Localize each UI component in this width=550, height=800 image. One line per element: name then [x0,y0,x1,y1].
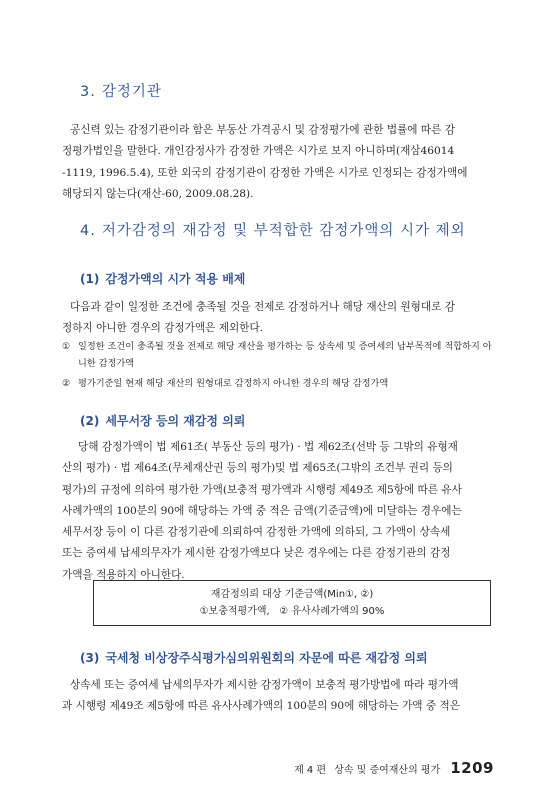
subsection-3-heading [80,649,428,666]
paragraph-line: 상속세 또는 증여세 납세의무자가 제시한 감정가액이 보충적 평가방법에 따라 평가액 [70,679,459,691]
paragraph-line: 평가)의 규정에 의하여 평가한 가액(보충적 평가액과 시행령 제49조 제5항에 따른 유사 [62,483,462,496]
list-item-marker: ① [62,341,71,352]
subsection-2-heading [80,412,245,429]
paragraph-line: 세무서장 등이 이 다른 감정기관에 의뢰하여 감정한 가액에 의하되, 그 가액이 상속세 [62,526,451,539]
criteria-line-2: ①보충적평가액, ② 유사사례가액의 90% [199,606,385,617]
list-item [62,339,492,372]
subsection-1-heading [80,270,245,287]
footer-part: 제 4 편 [294,765,327,776]
reappraisal-criteria-box [93,580,491,626]
paragraph-line: 해당되지 않는다(재산-60, 2009.08.28). [62,187,254,200]
paragraph-line: 사례가액의 100분의 90에 해당하는 가액 중 적은 금액(기준금액)에 미달하는 경우에는 [62,504,462,517]
section-4-number: 4. [80,223,96,239]
paragraph-line: 가액을 적용하지 아니한다. [62,568,185,581]
criteria-line-1: 재감정의뢰 대상 기준금액(Min①, ②) [210,589,374,600]
page-number: 1209 [450,759,494,777]
subsection-1-title: 감정가액의 시가 적용 배제 [105,272,246,286]
subsection-3-number: (3) [80,651,100,665]
subsection-3-title: 국세청 비상장주식평가심의위원회의 자문에 따른 재감정 의뢰 [105,651,428,665]
subsection-3-paragraph [62,675,488,718]
paragraph-line: 산의 평가) · 법 제64조(무체재산권 등의 평가)및 법 제65조(그밖의 조건부 권리 등의 [62,462,453,475]
paragraph-line: -1119, 1996.5.4), 또한 외국의 감정기관이 감정한 가액은 시가로 인정되는 감정가액에 [62,166,468,179]
section-4-title: 저가감정의 재감정 및 부적합한 감정가액의 시가 제외 [101,223,466,239]
paragraph-line: 정하지 아니한 경우의 감정가액은 제외한다. [62,322,264,335]
subsection-1-number: (1) [80,272,100,286]
list-item-marker: ② [62,378,71,389]
paragraph-line: 또는 증여세 납세의무자가 제시한 감정가액보다 낮은 경우에는 다른 감정기관의 감정 [62,547,451,560]
list-item-text: 평가기준일 현재 해당 재산의 원형대로 감정하지 아니한 경우의 해당 감정가액 [78,378,389,389]
section-4-heading [80,219,466,240]
subsection-2-title: 세무서장 등의 재감정 의뢰 [105,414,246,428]
section-3-heading [80,80,162,101]
section-3-number: 3. [80,84,96,100]
paragraph-line: 당해 감정가액이 법 제61조( 부동산 등의 평가) · 법 제62조(선박 등 그밖의 유형재 [78,441,458,453]
footer-chapter: 상속 및 증여재산의 평가 [334,765,441,776]
list-item [62,376,492,393]
subsection-2-paragraph [62,437,488,586]
section-3-title: 감정기관 [101,84,162,100]
paragraph-line: 정평가법인을 말한다. 개인감정사가 감정한 가액은 시가로 보지 아니하며(재삼46014 [62,145,455,158]
paragraph-line: 과 시행령 제49조 제5항에 따른 유사사례가액의 100분의 90에 해당하는 가액 중 적은 [62,700,460,713]
subsection-2-number: (2) [80,414,100,428]
paragraph-line: 다음과 같이 일정한 조건에 충족될 것을 전제로 감정하거나 해당 재산의 원형대로 감 [70,301,455,313]
list-item-text: 일정한 조건이 충족될 것을 전제로 해당 재산을 평가하는 등 상속세 및 증여세의 납부목적에 적합하지 아니한 감정가액 [78,341,492,369]
subsection-1-paragraph [62,297,488,340]
paragraph-line: 공신력 있는 감정기관이라 함은 부동산 가격공시 및 감정평가에 관한 법률에 따른 감 [70,124,455,136]
exclusion-list [62,339,492,393]
page-footer [294,759,494,777]
section-3-paragraph [62,120,488,205]
